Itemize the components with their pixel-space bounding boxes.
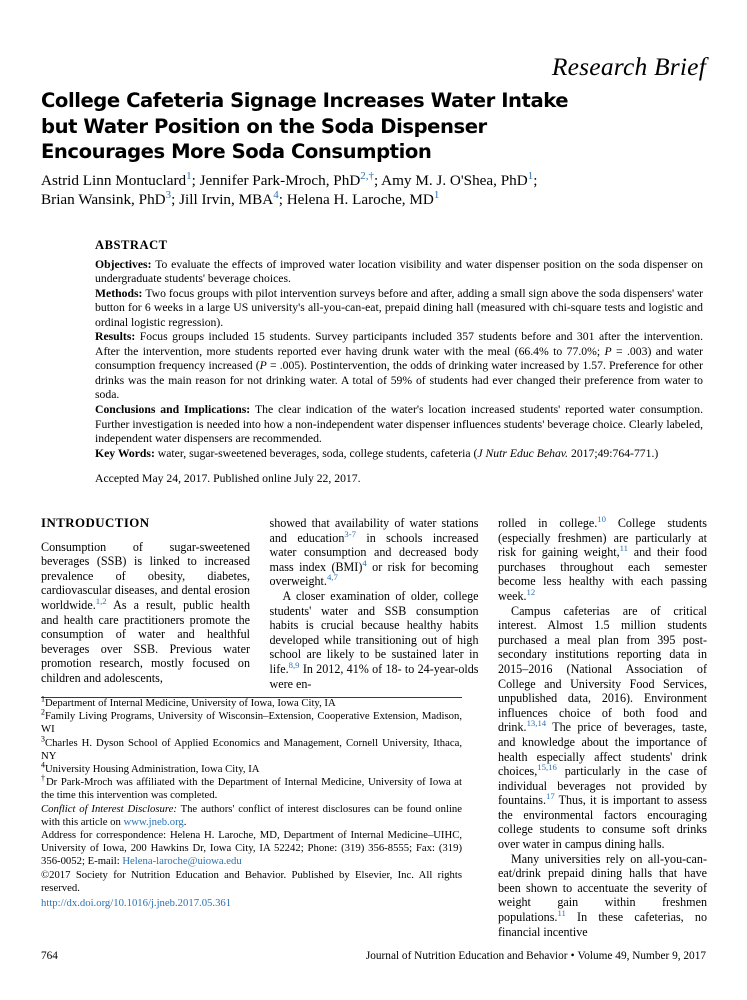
column-1 [41, 516, 250, 686]
email-link[interactable]: Helena-laroche@uiowa.edu [122, 855, 242, 868]
paragraph-text: In these cafeterias, no financial incentive [498, 910, 707, 939]
paragraph-text: and their food purchases throughout each semester become less healthy with each passing week. [498, 545, 707, 603]
jneb-website-link[interactable]: www.jneb.org [123, 815, 184, 828]
abstract-results [95, 330, 703, 403]
paragraph [498, 604, 707, 852]
affiliation-marker: 2 [41, 707, 45, 717]
author-affiliation-ref[interactable]: 4 [273, 189, 279, 202]
title-line-3: Encourages More Soda Consumption [41, 140, 432, 164]
author-name: ; Jennifer Park-Mroch, PhD [191, 171, 361, 189]
coi-text: The authors' conflict of interest disclosures can be found online with this article on [41, 802, 462, 828]
coi-text: . [183, 815, 187, 828]
abstract-methods [95, 287, 703, 331]
abstract-results-label: Results: [95, 330, 136, 344]
section-heading-introduction: INTRODUCTION [41, 516, 150, 530]
affiliation-text: Family Living Programs, University of Wisconsin–Extension, Cooperative Extension, Madison, WI [41, 710, 462, 736]
accepted-date: Accepted May 24, 2017. Published online July 22, 2017. [95, 472, 361, 486]
journal-abbrev: J Nutr Educ Behav. [477, 446, 569, 460]
abstract-objectives-text: To evaluate the effects of improved water location visibility and water dispenser position on the soda dispenser on undergraduate students' beverage choices. [95, 257, 704, 286]
dagger-marker: † [41, 773, 46, 783]
correspondence-address [41, 829, 462, 869]
footer-bullet: • [570, 950, 575, 962]
paragraph-text: In 2012, 41% of 18- to 24-year-olds were en- [269, 661, 479, 691]
citation-ref[interactable]: 3-7 [344, 528, 356, 539]
affiliation-2 [41, 707, 462, 736]
author-affiliation-ref[interactable]: 1 [527, 169, 534, 182]
author-affiliation-ref[interactable]: 2,† [360, 169, 374, 182]
author-line-1 [41, 169, 538, 189]
author-name: Astrid Linn Montuclard [41, 171, 187, 189]
author-name: ; Helena H. Laroche, MD [278, 191, 434, 209]
author-name: ; Jill Irvin, MBA [171, 191, 274, 209]
abstract-results-text: Focus groups included 15 students. Survey participants included 357 students before and 301 after the intervention. After the intervention, more students reported ever having drunk water with the meal (66.4% to 77.0%; [95, 330, 703, 358]
title-line-1: College Cafeteria Signage Increases Water Intake [41, 89, 569, 112]
paragraph-text: in schools increased water consumption and decreased body mass index (BMI) [269, 530, 479, 574]
citation-ref[interactable]: 17 [546, 791, 555, 802]
abstract-methods-label: Methods: [95, 286, 143, 300]
affiliation-1 [41, 694, 462, 710]
column-3 [498, 513, 707, 939]
citation-ref[interactable]: 10 [597, 513, 606, 524]
citation-ref[interactable]: 4 [362, 557, 367, 568]
citation-ref[interactable]: 15,16 [537, 762, 557, 773]
abstract-results-text: = .005). Postintervention, the odds of drinking water increased by 1.57. Preference for other drinks was the main reason for not drinking water. A total of 59% of students had ever changed their preference from water to soda. [95, 359, 703, 402]
affiliation-marker: 4 [41, 760, 45, 770]
abstract-objectives [95, 258, 703, 287]
author-name: ; Amy M. J. O'Shea, PhD [373, 171, 528, 189]
abstract-keywords-text: water, sugar-sweetened beverages, soda, college students, cafeteria ( [157, 446, 478, 460]
paragraph-text: rolled in college. [498, 516, 598, 530]
paragraph [498, 852, 707, 940]
affiliation-3 [41, 734, 462, 763]
citation-ref[interactable]: 4,7 [326, 572, 338, 583]
affiliation-text: University Housing Administration, Iowa City, IA [44, 763, 260, 776]
abstract-results-text: = .003) and water consumption frequency increased ( [95, 344, 703, 373]
p-value-symbol: P [604, 344, 612, 358]
title-line-2: but Water Position on the Soda Dispenser [41, 114, 487, 138]
citation-locator: 2017;49:764-771.) [568, 446, 659, 460]
citation-ref[interactable]: 1,2 [95, 595, 107, 606]
paragraph-text: particularly in the case of individual beverages not provided by fountains. [498, 764, 707, 808]
paragraph [270, 589, 479, 691]
paragraph-text: A closer examination of older, college students' water and SSB consumption habits is crucial because healthy habits developed while transitioning out of high school are likely to be sustained later in life. [269, 588, 479, 676]
affiliation-marker: 3 [41, 734, 45, 744]
paragraph-text: The price of beverages, taste, and knowledge about the importance of health especially affect students' drink choices, [498, 720, 707, 779]
footer-volume-info: Volume 49, Number 9, 2017 [577, 950, 706, 962]
column-2 [270, 516, 479, 691]
paragraph [270, 516, 479, 589]
coi-label: Conflict of Interest Disclosure: [41, 802, 177, 815]
paragraph-text: Campus cafeterias are of critical interest. Almost 1.5 million students purchased a meal plan from 395 post-secondary institutions reporting data in 2015–2016 (National Association of College and University Food Services, unpublished data, 2016). Environment influences choice of both food and drink. [498, 603, 707, 735]
dagger-text: Dr Park-Mroch was affiliated with the Department of Internal Medicine, University of Iowa at the time this intervention was completed. [41, 776, 463, 802]
citation-ref[interactable]: 8,9 [288, 659, 300, 670]
citation-ref[interactable]: 11 [557, 908, 566, 918]
paragraph-text: As a result, public health and health care practitioners promote the consumption of water and healthful beverages over SSB. Previous water promotion research, mostly focused on children and adolescents, [41, 597, 250, 685]
abstract-heading: ABSTRACT [95, 238, 168, 252]
author-line-2 [41, 191, 439, 208]
author-list [41, 171, 707, 210]
paragraph-text: College students (especially freshmen) are particularly at risk for gaining weight, [498, 516, 707, 560]
affiliation-text: Department of Internal Medicine, University of Iowa, Iowa City, IA [44, 697, 336, 709]
abstract-objectives-label: Objectives: [95, 257, 152, 271]
footer-page-number: 764 [41, 950, 58, 962]
affiliation-marker: 1 [41, 694, 45, 704]
paragraph [498, 513, 707, 604]
affiliation-4 [41, 760, 462, 776]
footer-journal-name: Journal of Nutrition Education and Behavior [365, 950, 568, 962]
footnotes-block [41, 694, 463, 910]
author-affiliation-ref[interactable]: 3 [165, 189, 172, 202]
abstract-conclusions-text: The clear indication of the water's location increased students' reported water consumption. Further investigation is needed into how a non-independent water dispenser influences students' beverage choice. Clearly labeled, independent water dispensers are recommended. [95, 403, 704, 446]
title-block [41, 88, 707, 210]
conflict-of-interest [41, 803, 462, 829]
abstract-methods-text: Two focus groups with pilot intervention surveys before and after, adding a small sign above the soda dispensers' water button for 6 weeks in a large US university's all-you-can-eat, prepaid dining hall (measured with chi-square tests and logistic and ordinal logistic regression). [95, 286, 703, 329]
author-name: Brian Wansink, PhD [41, 191, 166, 209]
author-affiliation-ref[interactable]: 1 [186, 169, 192, 182]
abstract-keywords [95, 447, 703, 462]
citation-ref[interactable]: 12 [526, 586, 536, 597]
abstract-keywords-label: Key Words: [95, 446, 155, 460]
address-text: Address for correspondence: Helena H. Laroche, MD, Department of Internal Medicine–UIHC, University of Iowa, 200 Hawkins Dr, Iowa City, IA 52242; Phone: (319) 356-8555; Fax: (319) 356-0052; E-mail: [41, 829, 462, 868]
citation-ref[interactable]: 13,14 [526, 718, 547, 729]
paragraph [41, 540, 250, 686]
author-sep: ; [533, 171, 538, 189]
footer-journal-info [366, 950, 706, 962]
author-affiliation-ref[interactable]: 1 [433, 189, 440, 202]
abstract-conclusions [95, 403, 703, 447]
paragraph-text: or risk for becoming overweight. [269, 559, 479, 589]
abstract-section [95, 238, 703, 487]
affiliation-text: Charles H. Dyson School of Applied Economics and Management, Cornell University, Ithaca, NY [41, 736, 462, 762]
masthead-label: Research Brief [551, 52, 706, 81]
dagger-footnote [41, 773, 463, 802]
paragraph-text: Consumption of sugar-sweetened beverages (SSB) is linked to increased prevalence of obesity, diabetes, cardiovascular diseases, and dental erosion worldwide. [41, 539, 250, 612]
p-value-symbol: P [259, 359, 267, 373]
citation-ref[interactable]: 11 [619, 543, 629, 554]
doi-link[interactable]: http://dx.doi.org/10.1016/j.jneb.2017.05.361 [41, 897, 232, 910]
paragraph-text: Many universities rely on all-you-can-eat/drink prepaid dining halls that have been shown to accentuate the severity of weight gain within freshmen populations. [498, 851, 707, 925]
paragraph-text: showed that availability of water stations and education [269, 516, 479, 545]
paragraph-text: Thus, it is important to assess the environmental factors encouraging college students to consume soft drinks over water in campus dining halls. [498, 793, 707, 852]
page-title [41, 88, 707, 165]
abstract-conclusions-label: Conclusions and Implications: [95, 403, 251, 417]
copyright-notice: ©2017 Society for Nutrition Education and Behavior. Published by Elsevier, Inc. All rights reserved. [41, 868, 462, 894]
